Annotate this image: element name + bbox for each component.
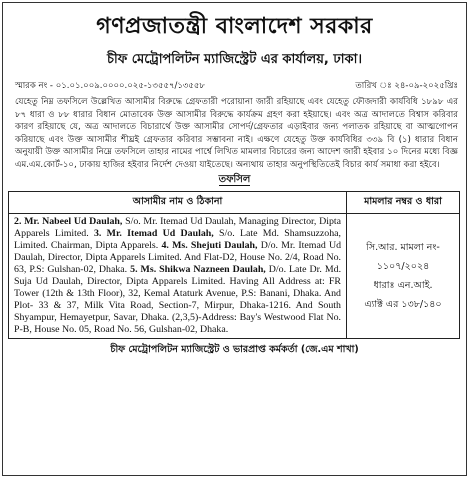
case-column-header: মামলার নম্বর ও ধারা [347,192,460,214]
accused-details-cell [9,214,347,339]
signatory-footer: চীফ মেট্রোপলিটন ম্যাজিস্ট্রেট ও ভারপ্রাপ্ত কর্মকর্তা (জে.এম শাখা) [110,344,359,355]
notice-page [2,2,467,476]
case-number-cell [347,214,460,339]
case-label: সি.আর. মামলা নং- [366,242,440,253]
page-title: গণপ্রজাতন্ত্রী বাংলাদেশ সরকার [96,14,373,39]
accused-column-header: আসামীর নাম ও ঠিকানা [9,192,347,214]
case-act: এ্যাক্ট এর ১৩৮/১৪০ [364,299,442,310]
case-section: ধারাঃ এন.আই. [373,280,433,291]
notice-date: তারিখ ঃ ২৪-০৯-২০২৫খ্রিঃ [355,81,458,91]
table-row [9,214,460,339]
accused-entry: 5. Ms. Shikwa Nazneen Daulah, D/o. Late Dr. Md. Suja Ud Daulah, Director, Dipta Apparels Limited. Having All Address at: FR Tower (12th & 13th Floor), 32, Kemal Ataturk Avenue, P.S: Banani, Dhaka. And Plot- 33 & 37, Milk Vita Road, Section-7, Mirpur, Dhaka-1216. And South Shyampur, Hemayetpur, Savar, Dhaka. (2,3,5)-Address: Bay's Westwood Flat No. P-B, House No. 05, Road No. 56, Gulshan-02, Dhaka. [14,264,342,335]
office-subtitle: চীফ মেট্রোপলিটন ম্যাজিস্ট্রেট এর কার্যালয়, ঢাকা। [106,52,362,67]
accused-entry: 3. Mr. Itemad Ud Daulah, S/o. Late Md. Shamsuzzoha, Limited. Chairman, Dipta Apparels. [14,228,342,251]
accused-table [8,191,460,339]
schedule-heading: তফসিল [218,174,251,185]
accused-entry: 4. Ms. Shejuti Daulah, D/o. Mr. Itemad Ud Daulah, Director, Dipta Apparels Limited. And Flat-D2, House No. 2/4, Road No. 63, P.S: Gulshan-02, Dhaka. [14,240,342,275]
case-number: ১১০৭/২০২৪ [376,261,430,272]
reference-line [15,79,458,93]
notice-body: যেহেতু নিম্ন তফসিলে উল্লেখিত আসামীর বিরুদ্ধে গ্রেফতারী পরোয়ানা জারী রহিয়াছে এবং যেহেতু ফৌজদারী কার্যবিধি ১৮৯৮ এর ৮৭ ধারা ও ৮৮ ধারার বিধান মোতাবেক উক্ত আসামীর বিরুদ্ধে কার্যক্রম গ্রহণ করা হইয়াছে। এবং অত্র আদালতে বিশ্বাস করিবার কারণ রহিয়াছে যে, অত্র আদালতে বিচারার্থে উক্ত আসামীর সোপর্দ/গ্রেফতার এড়াইবার জন্য পলাতক রহিয়াছে বা আত্মগোপন করিয়াছে এবং উক্ত আসামীর শীঘ্রই গ্রেফতার করিবার সম্ভাবনা নাই। এক্ষণে যেহেতু উক্ত কার্যবিধির ৩৩৯ বি (১) ধারার বিধান অনুযায়ী উক্ত আসামীর নিম্নে তফসিলে তাহার নামের পার্শ্বে লিখিত মামলার বিচারের জন্য আদেশ জারী হইবার ১০ দিনের মধ্যে বিজ্ঞ এম.এম.কোর্ট-১০, ঢাকায় হাজির হইবার নির্দেশ দেওয়া যাইতেছে। অন্যথায় তাহার অনুপস্থিতিতেই বিচার কার্য সমাধা করা হইবে। [15,97,458,170]
table-header-row [9,192,460,214]
accused-entry: 2. Mr. Nabeel Ud Daulah, S/o. Mr. Itemad Ud Daulah, Managing Director, Dipta Apparels Limited. [14,216,342,239]
memo-number: স্মারক নং - ০১.০১.০০৯.০০০০.০২৫-১৩৫৫৭/১৩৫৫৮ [15,81,205,91]
